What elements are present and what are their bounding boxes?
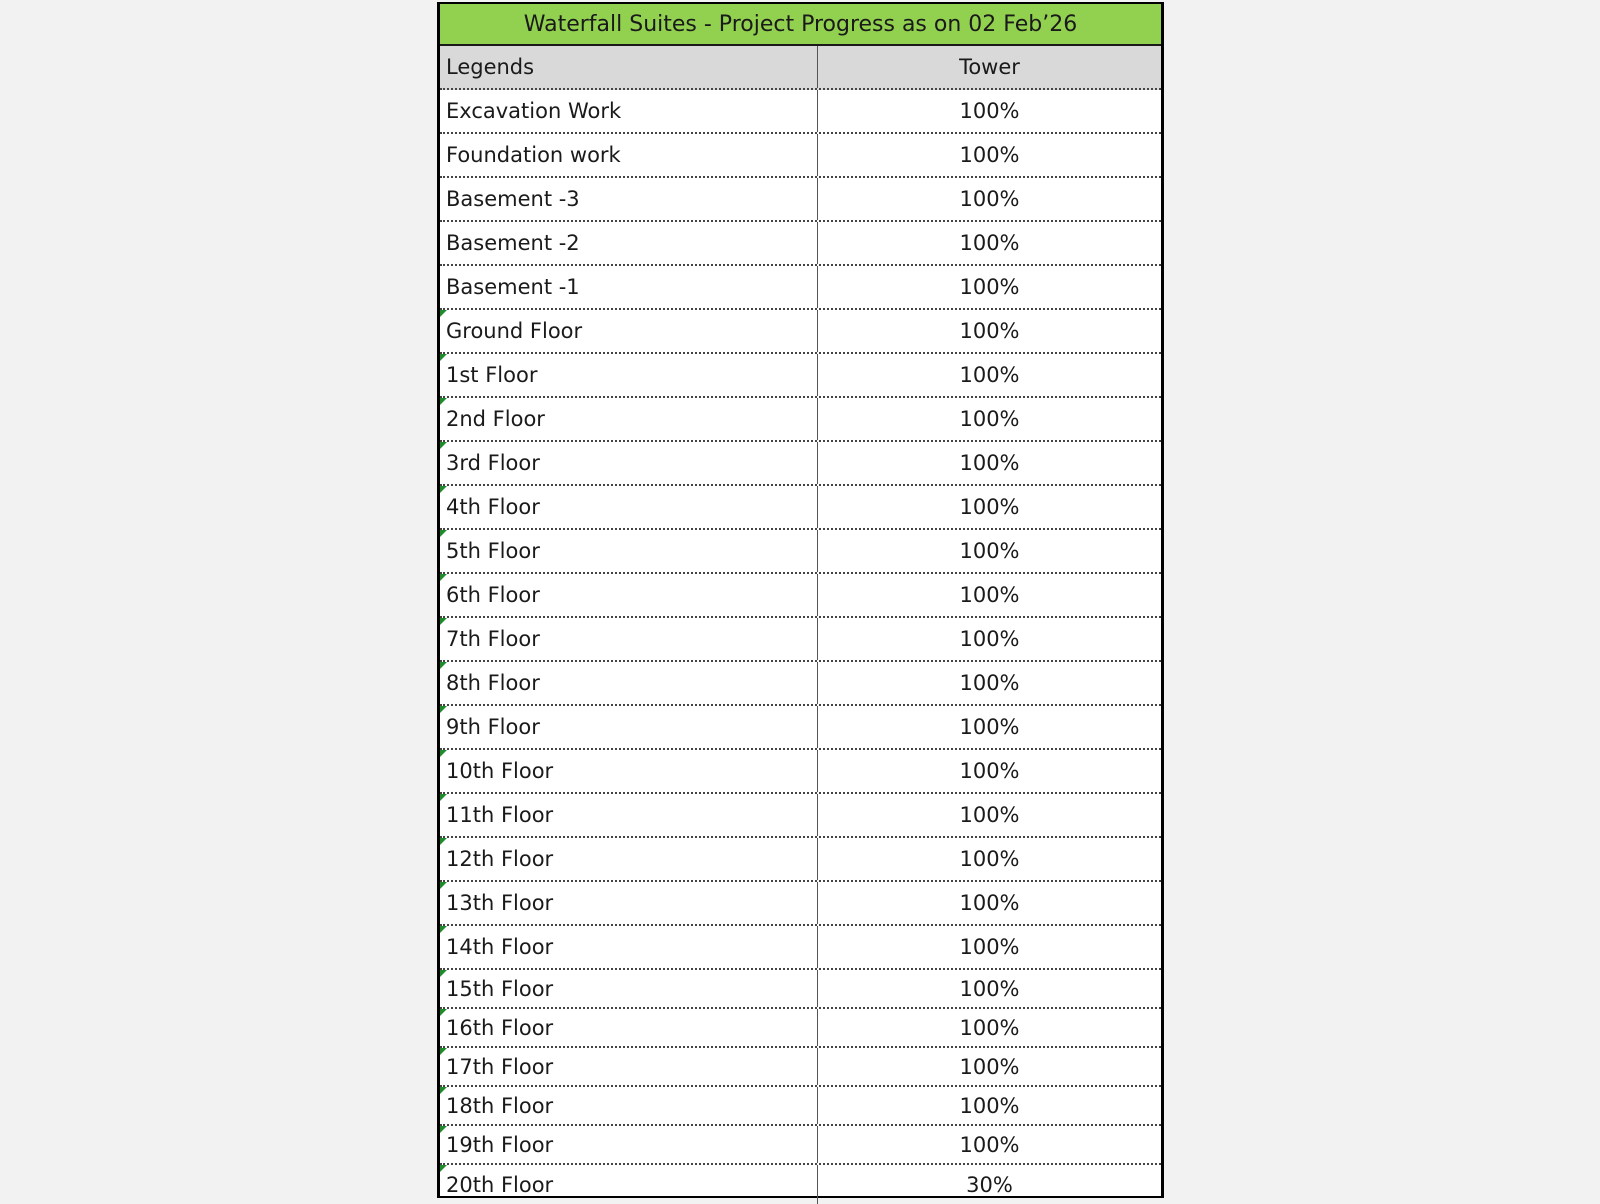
table-row: [440, 310, 1161, 354]
table-row: [440, 1087, 1161, 1126]
table-row: [440, 90, 1161, 134]
row-label: 8th Floor: [446, 671, 540, 695]
cell-marker-icon: [440, 1009, 447, 1016]
header-tower: Tower: [959, 55, 1020, 79]
table-row: [440, 970, 1161, 1009]
progress-table: [437, 2, 1164, 1198]
row-value: 100%: [959, 583, 1020, 607]
row-label-cell: [440, 838, 818, 880]
row-label-cell: [440, 1009, 818, 1046]
row-value: 100%: [959, 539, 1020, 563]
row-value: 100%: [959, 715, 1020, 739]
cell-marker-icon: [440, 398, 447, 405]
row-value: 100%: [959, 99, 1020, 123]
cell-marker-icon: [440, 1126, 447, 1133]
row-label-cell: [440, 970, 818, 1007]
row-value: 100%: [959, 187, 1020, 211]
row-label-cell: [440, 750, 818, 792]
table-row: [440, 398, 1161, 442]
row-label-cell: [440, 574, 818, 616]
table-row: [440, 1126, 1161, 1165]
row-label-cell: [440, 486, 818, 528]
row-label-cell: [440, 530, 818, 572]
table-row: [440, 354, 1161, 398]
row-label-cell: [440, 310, 818, 352]
cell-marker-icon: [440, 750, 447, 757]
row-label-cell: [440, 882, 818, 924]
row-label: 7th Floor: [446, 627, 540, 651]
row-label: 6th Floor: [446, 583, 540, 607]
table-row: [440, 486, 1161, 530]
row-label: Ground Floor: [446, 319, 583, 343]
row-value: 100%: [959, 495, 1020, 519]
row-label: 17th Floor: [446, 1054, 554, 1079]
row-label-cell: [440, 662, 818, 704]
row-label-cell: [440, 794, 818, 836]
row-label: 11th Floor: [446, 803, 554, 827]
row-value: 100%: [959, 407, 1020, 431]
row-label-cell: [440, 1165, 818, 1204]
table-row: [440, 574, 1161, 618]
cell-marker-icon: [440, 838, 447, 845]
row-label: 3rd Floor: [446, 451, 540, 475]
table-row: [440, 882, 1161, 926]
cell-marker-icon: [440, 574, 447, 581]
table-row: [440, 618, 1161, 662]
row-value: 100%: [959, 847, 1020, 871]
table-row: [440, 530, 1161, 574]
row-label-cell: [440, 354, 818, 396]
cell-marker-icon: [440, 1165, 447, 1172]
cell-marker-icon: [440, 354, 447, 361]
cell-marker-icon: [440, 706, 447, 713]
row-label-cell: [440, 1126, 818, 1163]
row-label: 9th Floor: [446, 715, 540, 739]
row-label: 2nd Floor: [446, 407, 545, 431]
table-row: [440, 926, 1161, 970]
row-label: Excavation Work: [440, 90, 818, 132]
row-label-cell: [440, 926, 818, 968]
table-row: [440, 662, 1161, 706]
cell-marker-icon: [440, 486, 447, 493]
table-row: [440, 442, 1161, 486]
row-label: 19th Floor: [446, 1132, 554, 1157]
table-title: Waterfall Suites - Project Progress as on 02 Feb’26: [440, 4, 1161, 46]
row-label-cell: [440, 1048, 818, 1085]
cell-marker-icon: [440, 442, 447, 449]
row-label: 20th Floor: [446, 1172, 554, 1197]
row-value: 100%: [959, 671, 1020, 695]
row-label: 18th Floor: [446, 1093, 554, 1118]
row-label: Foundation work: [440, 134, 818, 176]
row-value: 100%: [959, 143, 1020, 167]
table-row: [440, 706, 1161, 750]
row-label-cell: [440, 398, 818, 440]
table-row: [440, 1009, 1161, 1048]
row-value: 100%: [959, 1015, 1020, 1040]
cell-marker-icon: [440, 662, 447, 669]
cell-marker-icon: [440, 310, 447, 317]
row-value: 100%: [959, 803, 1020, 827]
row-value: 100%: [959, 319, 1020, 343]
row-label: 5th Floor: [446, 539, 540, 563]
cell-marker-icon: [440, 794, 447, 801]
table-row: [440, 222, 1161, 266]
row-label: 1st Floor: [446, 363, 538, 387]
cell-marker-icon: [440, 618, 447, 625]
row-value: 100%: [959, 1054, 1020, 1079]
cell-marker-icon: [440, 530, 447, 537]
table-row: [440, 838, 1161, 882]
table-row: [440, 750, 1161, 794]
row-value: 100%: [959, 231, 1020, 255]
table-row: [440, 1048, 1161, 1087]
table-row: [440, 178, 1161, 222]
row-label-cell: [440, 706, 818, 748]
row-value: 100%: [959, 627, 1020, 651]
row-label: Basement -1: [440, 266, 818, 308]
row-label: 4th Floor: [446, 495, 540, 519]
row-label: 12th Floor: [446, 847, 554, 871]
row-label-cell: [440, 618, 818, 660]
table-row: [440, 266, 1161, 310]
row-label: 15th Floor: [446, 976, 554, 1001]
header-legends: Legends: [440, 46, 818, 88]
row-value: 100%: [959, 976, 1020, 1001]
row-value: 100%: [959, 275, 1020, 299]
header-row: [440, 46, 1161, 90]
table-row: [440, 794, 1161, 838]
cell-marker-icon: [440, 926, 447, 933]
row-value: 30%: [966, 1172, 1013, 1197]
cell-marker-icon: [440, 970, 447, 977]
row-value: 100%: [959, 891, 1020, 915]
row-value: 100%: [959, 935, 1020, 959]
row-value: 100%: [959, 1132, 1020, 1157]
row-label-cell: [440, 442, 818, 484]
row-label: 16th Floor: [446, 1015, 554, 1040]
row-label: 13th Floor: [446, 891, 554, 915]
cell-marker-icon: [440, 882, 447, 889]
table-row: [440, 134, 1161, 178]
cell-marker-icon: [440, 1048, 447, 1055]
row-value: 100%: [959, 1093, 1020, 1118]
table-row: [440, 1165, 1161, 1204]
row-value: 100%: [959, 451, 1020, 475]
row-label: Basement -2: [440, 222, 818, 264]
row-label: 10th Floor: [446, 759, 554, 783]
row-label: 14th Floor: [446, 935, 554, 959]
row-value: 100%: [959, 759, 1020, 783]
cell-marker-icon: [440, 1087, 447, 1094]
row-label: Basement -3: [440, 178, 818, 220]
row-label-cell: [440, 1087, 818, 1124]
row-value: 100%: [959, 363, 1020, 387]
